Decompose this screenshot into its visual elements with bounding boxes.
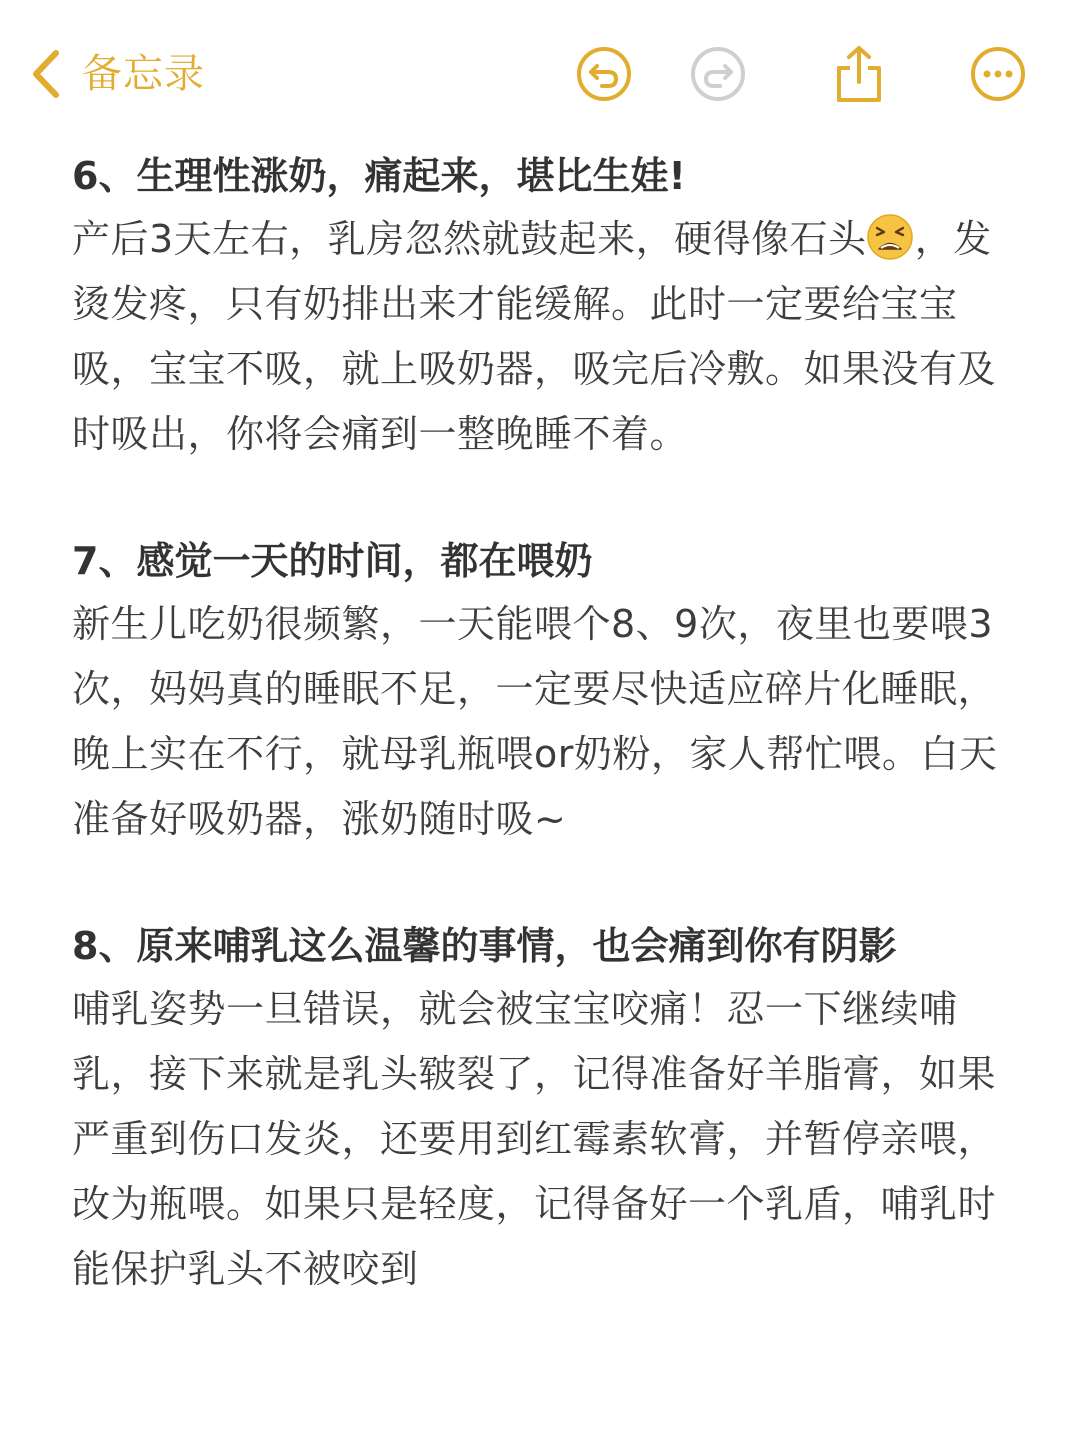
back-button[interactable] xyxy=(28,44,205,104)
section-body: 哺乳姿势一旦错误，就会被宝宝咬痛！忍一下继续哺乳，接下来就是乳头皲裂了，记得准备好羊脂膏，如果严重到伤口发炎，还要用到红霉素软膏，并暂停亲喂，改为瓶喂。如果只是轻度，记得备好一个乳盾，哺乳时能保护乳头不被咬到 xyxy=(72,987,997,1291)
redo-icon xyxy=(688,44,748,104)
redo-button[interactable] xyxy=(688,44,748,104)
share-button[interactable] xyxy=(829,44,889,104)
back-label: 备忘录 xyxy=(82,51,205,97)
note-section-7 xyxy=(72,530,1022,852)
note-section-6 xyxy=(72,145,1022,467)
section-body xyxy=(72,207,1022,467)
note-section-8 xyxy=(72,915,1022,1302)
more-button[interactable] xyxy=(968,44,1028,104)
note-content[interactable] xyxy=(72,145,1022,1302)
section-heading: 6、生理性涨奶，痛起来，堪比生娃! xyxy=(72,154,686,198)
section-body-part: 产后3天左右，乳房忽然就鼓起来，硬得像石头 xyxy=(72,217,867,261)
tired-face-emoji-icon xyxy=(867,214,913,260)
section-body-part: ，发烫发疼，只有奶排出来才能缓解。此时一定要给宝宝吸，宝宝不吸，就上吸奶器，吸完后冷敷。如果没有及时吸出，你将会痛到一整晚睡不着。 xyxy=(72,217,997,456)
section-body: 新生儿吃奶很频繁，一天能喂个8、9次，夜里也要喂3次，妈妈真的睡眠不足，一定要尽快适应碎片化睡眠，晚上实在不行，就母乳瓶喂or奶粉，家人帮忙喂。白天准备好吸奶器，涨奶随时吸~ xyxy=(72,602,998,841)
section-heading: 8、原来哺乳这么温馨的事情，也会痛到你有阴影 xyxy=(72,924,897,968)
more-icon xyxy=(968,44,1028,104)
section-heading: 7、感觉一天的时间，都在喂奶 xyxy=(72,539,593,583)
share-icon xyxy=(829,44,889,104)
navigation-bar xyxy=(0,0,1080,150)
undo-icon xyxy=(574,44,634,104)
chevron-left-icon xyxy=(28,49,62,99)
undo-button[interactable] xyxy=(574,44,634,104)
